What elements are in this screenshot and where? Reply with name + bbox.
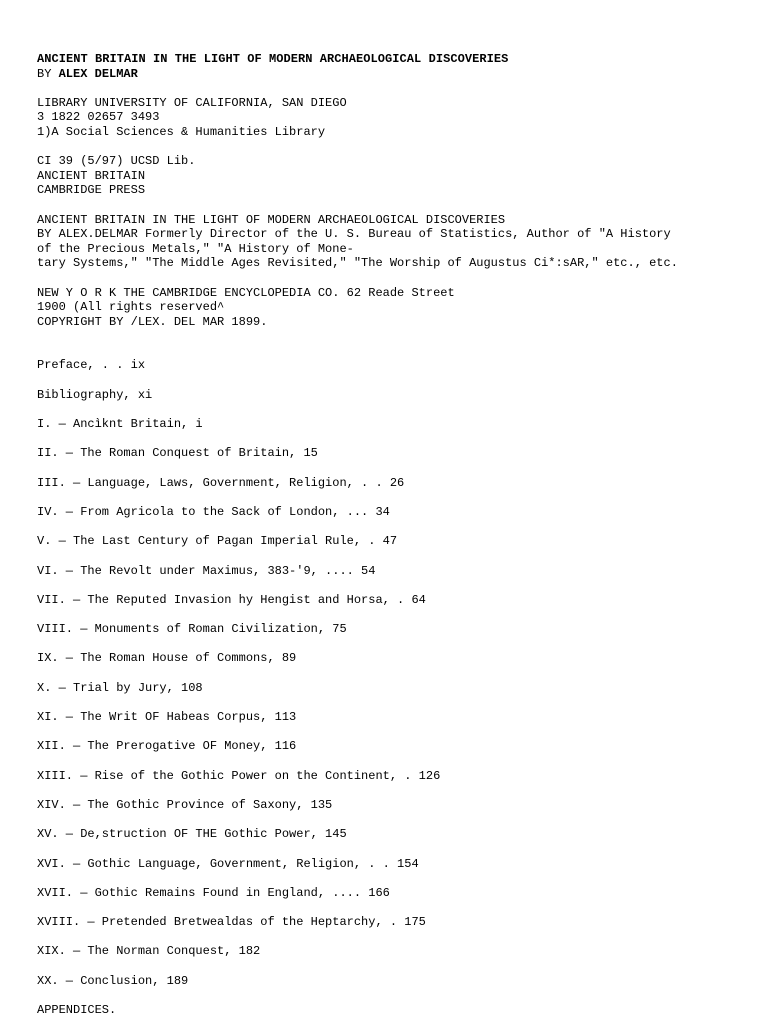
toc-entry: XVIII. — Pretended Bretwealdas of the Heptarchy, . 175 <box>37 915 426 930</box>
toc-entry: XIII. — Rise of the Gothic Power on the Continent, . 126 <box>37 768 441 783</box>
spacer <box>37 81 757 96</box>
toc-entry: IX. — The Roman House of Commons, 89 <box>37 651 297 666</box>
library-subtitle: 1)A Social Sciences & Humanities Library <box>37 124 326 139</box>
publisher-line: NEW Y O R K THE CAMBRIDGE ENCYCLOPEDIA CO. 62 Reade Street <box>37 285 455 300</box>
toc-entry: XVI. — Gothic Language, Government, Religion, . . 154 <box>37 856 419 871</box>
title-page-block <box>37 213 757 271</box>
toc-entry: VI. — The Revolt under Maximus, 383-'9, .... 54 <box>37 563 376 578</box>
title-page-line: BY ALEX.DELMAR Formerly Director of the U. S. Bureau of Statistics, Author of "A History <box>37 227 671 242</box>
title-block <box>37 52 757 81</box>
toc-entry: III. — Language, Laws, Government, Religion, . . 26 <box>37 475 405 490</box>
toc-entry: XX. — Conclusion, 189 <box>37 973 189 988</box>
library-barcode: 3 1822 02657 3493 <box>37 110 160 125</box>
copyright-line: COPYRIGHT BY /LEX. DEL MAR 1899. <box>37 314 268 329</box>
book-title: ANCIENT BRITAIN IN THE LIGHT OF MODERN ARCHAEOLOGICAL DISCOVERIES <box>37 52 509 66</box>
toc-entry: Bibliography, xi <box>37 387 153 402</box>
by-prefix: BY <box>37 66 59 81</box>
library-block <box>37 96 757 140</box>
spacer <box>37 271 757 286</box>
library-name: LIBRARY UNIVERSITY OF CALIFORNIA, SAN DIEGO <box>37 95 347 110</box>
title-page-line: tary Systems," "The Middle Ages Revisited," "The Worship of Augustus Ci*:sAR," etc., etc. <box>37 256 678 271</box>
toc-entry: XIV. — The Gothic Province of Saxony, 135 <box>37 797 333 812</box>
spacer <box>37 329 757 358</box>
author-name: ALEX DELMAR <box>58 66 138 81</box>
catalog-code: CI 39 (5/97) UCSD Lib. <box>37 154 196 169</box>
toc-entry: X. — Trial by Jury, 108 <box>37 680 203 695</box>
appendices-heading: APPENDICES. <box>37 1003 117 1017</box>
toc-entry: VII. — The Reputed Invasion hy Hengist and Horsa, . 64 <box>37 592 426 607</box>
spacer <box>37 198 757 213</box>
toc-entry: IV. — From Agricola to the Sack of London, ... 34 <box>37 504 390 519</box>
publisher-block <box>37 286 757 330</box>
author-line <box>37 67 757 82</box>
catalog-press: CAMBRIDGE PRESS <box>37 183 146 198</box>
table-of-contents <box>37 358 757 1032</box>
toc-entry: XV. — De,struction OF THE Gothic Power, 145 <box>37 827 347 842</box>
toc-entry: XI. — The Writ OF Habeas Corpus, 113 <box>37 710 297 725</box>
catalog-block <box>37 154 757 198</box>
toc-entry: II. — The Roman Conquest of Britain, 15 <box>37 446 318 461</box>
publisher-date: 1900 (All rights reserved^ <box>37 300 225 315</box>
spacer <box>37 140 757 155</box>
title-page-line: of the Precious Metals," "A History of Mone- <box>37 241 354 256</box>
toc-entry: Preface, . . ix <box>37 358 146 373</box>
toc-entry: XII. — The Prerogative OF Money, 116 <box>37 739 297 754</box>
catalog-title: ANCIENT BRITAIN <box>37 168 146 183</box>
document-page <box>37 52 757 1032</box>
toc-entry: I. — Ancìknt Britain, i <box>37 417 203 432</box>
toc-entry: V. — The Last Century of Pagan Imperial Rule, . 47 <box>37 534 398 549</box>
toc-entry: VIII. — Monuments of Roman Civilization, 75 <box>37 622 347 637</box>
toc-entry: XVII. — Gothic Remains Found in England, .... 166 <box>37 885 390 900</box>
toc-entry: XIX. — The Norman Conquest, 182 <box>37 944 261 959</box>
title-page-line: ANCIENT BRITAIN IN THE LIGHT OF MODERN ARCHAEOLOGICAL DISCOVERIES <box>37 212 506 227</box>
